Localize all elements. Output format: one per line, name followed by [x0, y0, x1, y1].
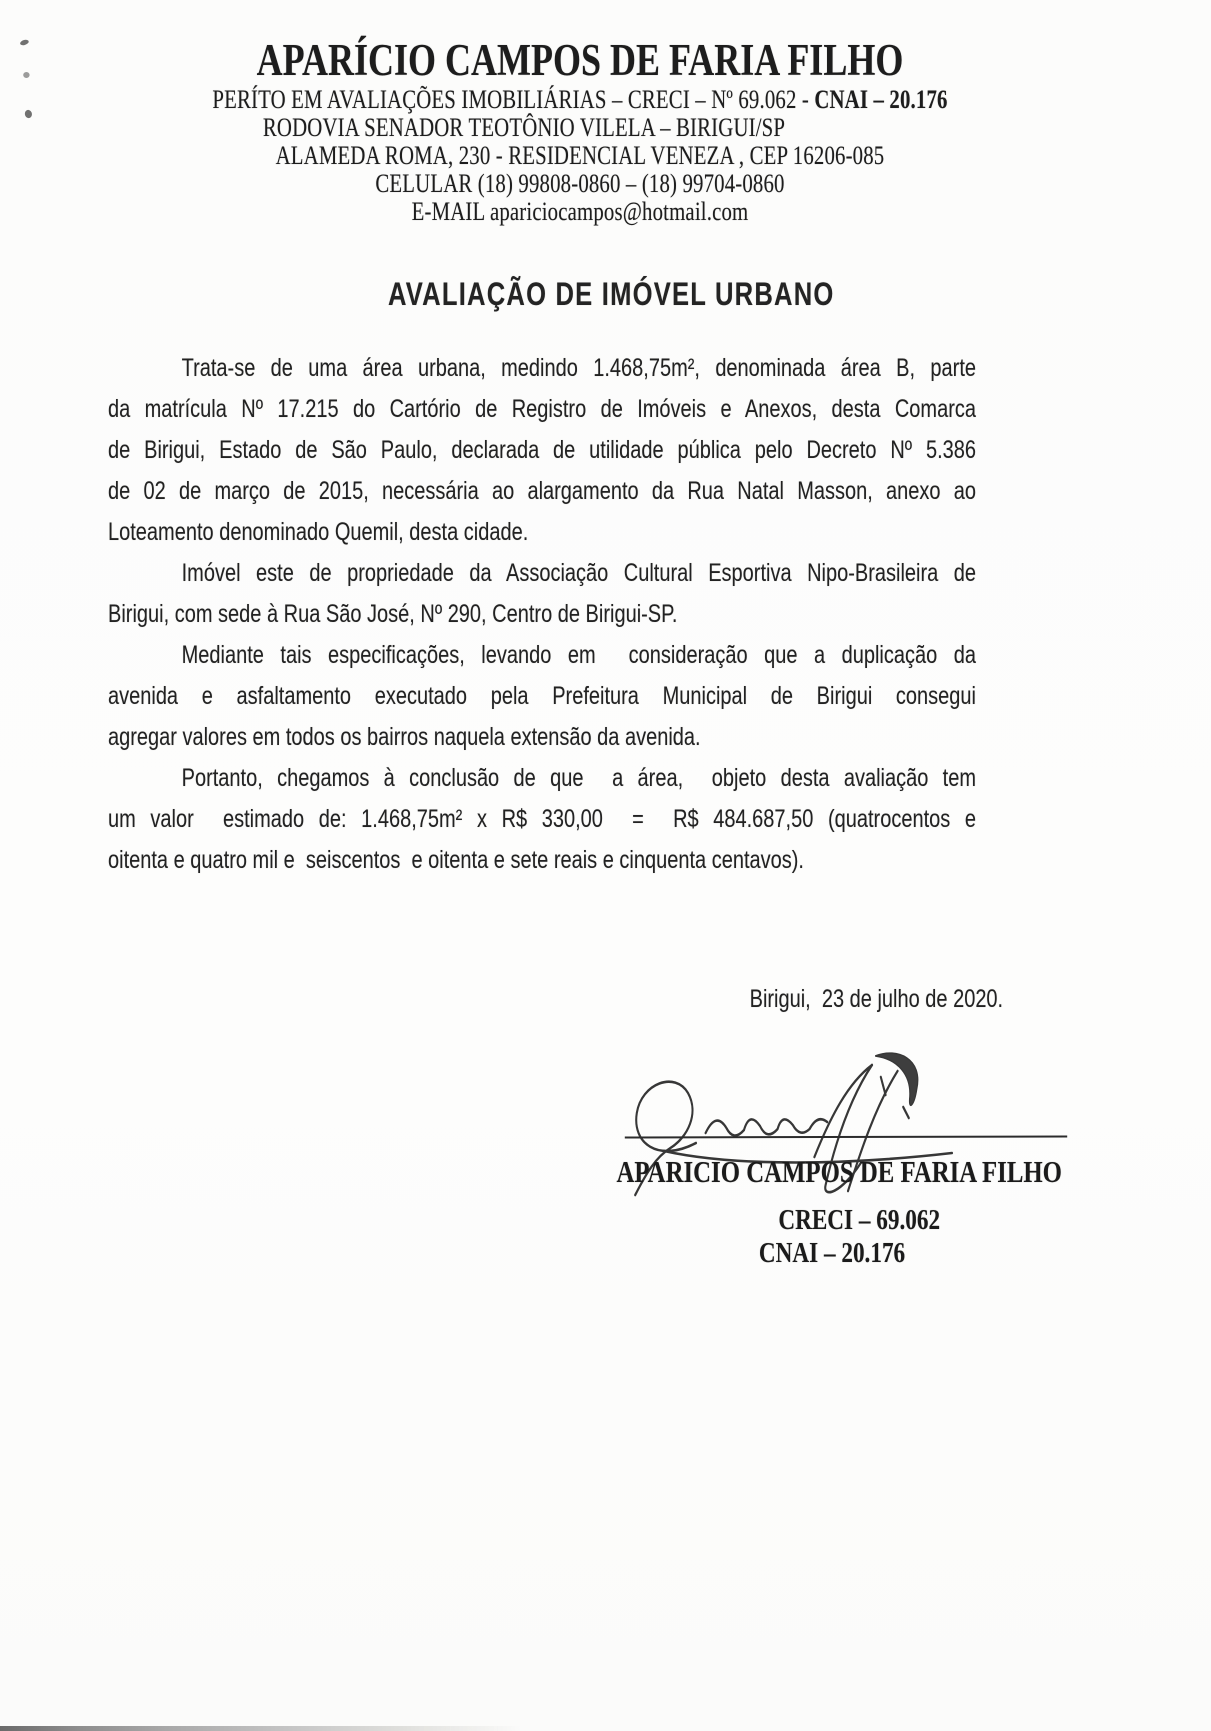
- letterhead-name: APARÍCIO CAMPOS DE FARIA FILHO: [256, 35, 904, 85]
- letterhead-role-line: [0, 86, 1160, 114]
- body-line: da matrícula Nº 17.215 do Cartório de Registro de Imóveis e Anexos, desta Comarca: [108, 395, 976, 423]
- letterhead-phone-line: CELULAR (18) 99808-0860 – (18) 99704-0860: [375, 169, 785, 198]
- scan-artifact-bar: [0, 1726, 520, 1731]
- signatory-cnai: CNAI – 20.176: [758, 1237, 906, 1269]
- body-line: avenida e asfaltamento executado pela Prefeitura Municipal de Birigui consegui: [108, 682, 976, 710]
- signatory-creci: CRECI – 69.062: [778, 1204, 941, 1236]
- letterhead-cnai-text: CNAI – 20.176: [814, 85, 948, 114]
- letterhead-address-line-1: RODOVIA SENADOR TEOTÔNIO VILELA – BIRIGUI/SP: [262, 113, 786, 142]
- document-title: AVALIAÇÃO DE IMÓVEL URBANO: [388, 276, 835, 312]
- scan-speck: [23, 72, 29, 78]
- date-line: Birigui, 23 de julho de 2020.: [749, 985, 1004, 1013]
- letterhead: [0, 34, 1160, 226]
- signatory-name: APARICIO CAMPOS DE FARIA FILHO: [616, 1154, 1062, 1189]
- body-line: Imóvel este de propriedade da Associação Cultural Esportiva Nipo-Brasileira de: [181, 559, 977, 587]
- body-line: Trata-se de uma área urbana, medindo 1.468,75m², denominada área B, parte: [181, 354, 977, 382]
- body-line: Portanto, chegamos à conclusão de que a área, objeto desta avaliação tem: [181, 764, 977, 792]
- body-line: agregar valores em todos os bairros naquela extensão da avenida.: [108, 723, 701, 751]
- body-line: Mediante tais especificações, levando em consideração que a duplicação da: [181, 641, 977, 669]
- body-line: um valor estimado de: 1.468,75m² x R$ 330,00 = R$ 484.687,50 (quatrocentos e: [108, 805, 976, 833]
- letterhead-address-line-2: ALAMEDA ROMA, 230 - RESIDENCIAL VENEZA , CEP 16206-085: [275, 141, 885, 170]
- letterhead-email-line: E-MAIL apariciocampos@hotmail.com: [411, 197, 749, 226]
- letterhead-role-text: PERÍTO EM AVALIAÇÕES IMOBILIÁRIAS – CRECI – Nº 69.062 -: [212, 85, 815, 114]
- body-line: de Birigui, Estado de São Paulo, declarada de utilidade pública pelo Decreto Nº 5.386: [108, 436, 976, 464]
- body-text: [108, 348, 976, 881]
- body-line: Birigui, com sede à Rua São José, Nº 290, Centro de Birigui-SP.: [108, 600, 678, 628]
- body-line: Loteamento denominado Quemil, desta cidade.: [108, 518, 529, 546]
- body-line: oitenta e quatro mil e seiscentos e oitenta e sete reais e cinquenta centavos).: [108, 846, 804, 874]
- body-line: de 02 de março de 2015, necessária ao alargamento da Rua Natal Masson, anexo ao: [108, 477, 976, 505]
